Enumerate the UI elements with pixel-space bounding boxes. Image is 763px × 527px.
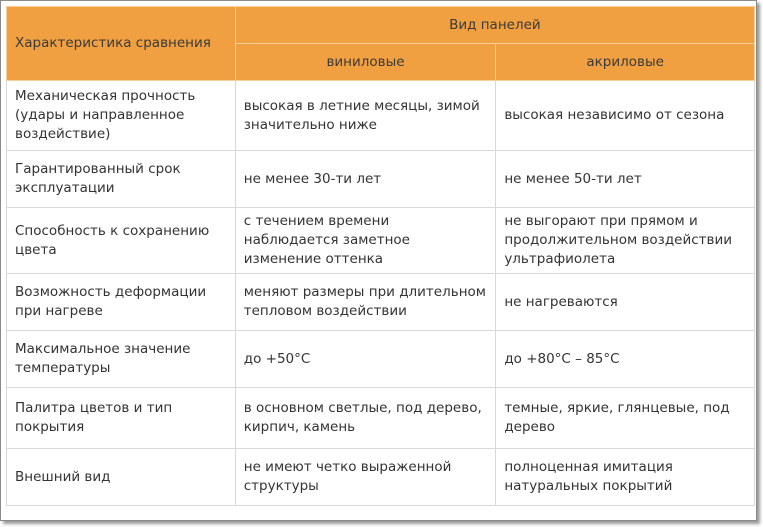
row-acrylic-value: до +80°С – 85°С <box>496 331 755 388</box>
row-vinyl-value: не имеют четко выраженной структуры <box>235 449 496 506</box>
row-acrylic-value: темные, яркие, глянцевые, под дерево <box>496 388 755 449</box>
row-characteristic: Максимальное значение температуры <box>7 331 236 388</box>
table-row <box>7 449 755 506</box>
header-vinyl: виниловые <box>235 44 496 81</box>
row-acrylic-value: не менее 50-ти лет <box>496 151 755 208</box>
table-row <box>7 331 755 388</box>
header-acrylic: акриловые <box>496 44 755 81</box>
row-acrylic-value: высокая независимо от сезона <box>496 81 755 151</box>
comparison-table <box>6 6 755 506</box>
row-acrylic-value: не нагреваются <box>496 274 755 331</box>
row-characteristic: Гарантированный срок эксплуатации <box>7 151 236 208</box>
row-acrylic-value: не выгорают при прямом и продолжительном воздействии ультрафиолета <box>496 208 755 274</box>
row-vinyl-value: не менее 30-ти лет <box>235 151 496 208</box>
table-row <box>7 274 755 331</box>
row-vinyl-value: меняют размеры при длительном тепловом воздействии <box>235 274 496 331</box>
row-characteristic: Механическая прочность (удары и направленное воздействие) <box>7 81 236 151</box>
row-vinyl-value: до +50°С <box>235 331 496 388</box>
row-vinyl-value: с течением времени наблюдается заметное изменение оттенка <box>235 208 496 274</box>
table-row <box>7 208 755 274</box>
row-characteristic: Внешний вид <box>7 449 236 506</box>
row-vinyl-value: в основном светлые, под дерево, кирпич, камень <box>235 388 496 449</box>
table-row <box>7 151 755 208</box>
header-panel-type: Вид панелей <box>235 7 754 44</box>
row-characteristic: Палитра цветов и тип покрытия <box>7 388 236 449</box>
row-acrylic-value: полноценная имитация натуральных покрытий <box>496 449 755 506</box>
header-characteristic: Характеристика сравнения <box>7 7 236 81</box>
table-row <box>7 81 755 151</box>
row-characteristic: Способность к сохранению цвета <box>7 208 236 274</box>
row-characteristic: Возможность деформации при нагреве <box>7 274 236 331</box>
table-row <box>7 388 755 449</box>
row-vinyl-value: высокая в летние месяцы, зимой значительно ниже <box>235 81 496 151</box>
